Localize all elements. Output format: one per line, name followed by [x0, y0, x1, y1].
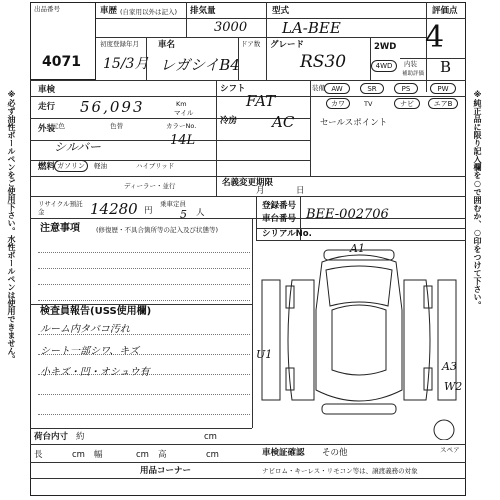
interior-divider	[400, 58, 466, 59]
interior-value: B	[440, 58, 452, 76]
mile-unit: マイル	[174, 109, 194, 117]
navi-note: ナビロム・キーレス・リモコン等は、譲渡義務の対象	[262, 467, 418, 475]
key-confirm-label: 車検証確認	[262, 448, 305, 458]
ac-label: 冷房	[220, 116, 238, 126]
header-divider-1	[96, 18, 466, 19]
spare-label: スペア	[440, 446, 460, 454]
equip-tv: TV	[364, 100, 373, 108]
recycle-label: リサイクル預託金	[38, 200, 83, 216]
score-label: 評価点	[432, 6, 458, 16]
height-unit: cm	[206, 450, 219, 460]
recycle-value: 14280	[90, 200, 138, 218]
cargo-length-unit: cm	[204, 432, 217, 442]
owner-change-month: 月	[256, 186, 265, 196]
hdr-v7	[370, 37, 371, 80]
inspector-line-2: シート一部シワ、キズ	[40, 346, 139, 357]
spec-row-6	[30, 196, 466, 197]
shift-value: FAT	[246, 92, 276, 110]
car-name-label: 車名	[158, 40, 176, 50]
car-left-side	[288, 280, 314, 400]
color-no-value: 14L	[170, 133, 196, 148]
damage-mark-w2: W2	[444, 380, 463, 393]
frame-label: 車台番号	[262, 214, 297, 224]
equip-navi: ナビ	[394, 98, 420, 109]
width-label: 幅	[94, 450, 103, 460]
drive-2wd: 2WD	[374, 42, 397, 52]
doors-label: ドア数	[241, 40, 261, 48]
fuel-gasoline: ガソリン	[54, 160, 88, 172]
spec-row-2	[30, 118, 310, 119]
fuel-diesel: 軽油	[94, 162, 107, 170]
insp-line-4	[38, 394, 250, 395]
car-body-outline	[316, 255, 402, 401]
seats-unit: 人	[196, 208, 205, 218]
equip-leather: カワ	[326, 98, 350, 109]
color-no-label: カラーNo.	[166, 122, 197, 130]
model-year-label: 車歴	[100, 6, 118, 16]
serial-value: BEE-002706	[306, 207, 389, 222]
owner-change-label: 名義変更期限	[222, 178, 274, 188]
cargo-approx: 約	[76, 432, 85, 442]
width-unit: cm	[136, 450, 149, 460]
seats-value: 5	[180, 208, 187, 221]
mileage-value: 56,093	[80, 98, 145, 116]
recycle-unit: 円	[144, 206, 153, 216]
left-side-note: ※必ず油性ボールペンをご使用下さい。水性ボールペンは使用できません。	[7, 90, 16, 363]
cargo-label: 荷台内寸	[34, 432, 69, 442]
footer-top	[30, 428, 252, 429]
notes-title: 注意事項	[40, 223, 80, 234]
notes-line-3	[38, 284, 250, 285]
other-label: その他	[322, 448, 348, 458]
owner-change-day: 日	[296, 186, 305, 196]
damage-mark-a3: A3	[442, 360, 457, 373]
equip-airbag: エアB	[428, 98, 458, 109]
equip-pw: PW	[430, 83, 456, 94]
notes-subtitle: (修復歴・不具合箇所等の記入及び状態等)	[96, 226, 219, 234]
inspector-line-3: 小キズ・凹・オシュウ有	[40, 367, 150, 378]
damage-mark-a1: A1	[350, 242, 365, 255]
spec-v-mid	[216, 80, 217, 196]
right-side-note: ※純正品に限り記入欄を○で囲むか、○印をつけて下さい。	[473, 90, 482, 309]
hdr-v2	[266, 2, 267, 37]
reg-no-label: 登録番号	[262, 201, 297, 211]
footer-low	[30, 462, 466, 463]
displacement-value: 3000	[214, 20, 248, 35]
car-name-value: レガシイB4	[160, 56, 240, 74]
first-reg-label: 初度登録年月	[100, 40, 139, 48]
length-label: 長	[34, 450, 43, 460]
vehicle-inspection-label: 車検	[38, 85, 56, 95]
mileage-label: 走行	[38, 102, 56, 112]
spare-tire	[434, 420, 454, 440]
lot-number: 4071	[42, 54, 81, 70]
lot-label: 出品番号	[34, 5, 60, 13]
interior-label: 内装	[404, 60, 417, 68]
damage-mark-u1: U1	[256, 348, 273, 361]
reg-v	[256, 196, 257, 240]
car-diagram	[252, 240, 466, 440]
height-label: 高	[158, 450, 167, 460]
score-value: 4	[425, 20, 445, 55]
car-right-side	[404, 280, 430, 400]
inspector-top	[30, 304, 252, 305]
inspector-title: 検査員報告(USS使用欄)	[40, 306, 152, 317]
drive-4wd: 4WD	[371, 60, 397, 72]
serial-label: シリアルNo.	[262, 229, 312, 239]
first-reg-value: 15/3月	[103, 56, 149, 72]
interior-vline	[426, 58, 427, 80]
notes-line-1	[38, 252, 250, 253]
ac-value: AC	[272, 113, 295, 131]
dealer-label: ディーラー・並行	[124, 182, 176, 190]
shift-label: シフト	[220, 84, 246, 94]
hdr-v4	[146, 37, 147, 80]
notes-line-2	[38, 268, 250, 269]
model-year-note: (自家用以外は記入)	[120, 8, 178, 16]
ext-label: 外装	[38, 124, 56, 134]
car-rear-bumper	[322, 404, 396, 414]
hdr-v1	[186, 2, 187, 37]
color-change-label: 色替	[110, 122, 123, 130]
type-value: LA-BEE	[282, 19, 341, 37]
outer-left	[262, 280, 280, 400]
fuel-label: 燃料	[38, 162, 56, 172]
equip-sr: SR	[360, 83, 384, 94]
spec-row-5	[30, 176, 466, 177]
interior-sub: 補助評価	[402, 71, 425, 77]
equipment-label: 装備	[312, 84, 325, 92]
equip-aw: AW	[324, 83, 350, 94]
orig-color-label: 元色	[52, 122, 65, 130]
corner-label: 用品コーナー	[140, 466, 192, 476]
footer-mid	[30, 444, 466, 445]
grade-label: グレード	[270, 40, 305, 50]
header-divider-3	[30, 80, 466, 81]
car-roof-outline	[332, 305, 386, 375]
spec-row-7	[30, 218, 466, 219]
type-label: 型式	[272, 6, 290, 16]
inspector-line-1: ルーム内タバコ汚れ	[40, 324, 130, 335]
car-hood-outline	[326, 266, 392, 306]
hdr-v6	[266, 37, 267, 80]
footer-bottom	[30, 478, 466, 479]
hdr-v5	[238, 37, 239, 80]
equip-ps: PS	[394, 83, 418, 94]
sales-point-label: セールスポイント	[320, 118, 388, 128]
fuel-hybrid: ハイブリッド	[136, 162, 175, 170]
orig-color-value: シルバー	[54, 140, 101, 154]
insp-line-5	[38, 414, 250, 415]
seats-label: 乗車定員	[160, 200, 186, 208]
displacement-label: 排気量	[190, 6, 216, 16]
notes-line-4	[38, 300, 250, 301]
spec-v-right	[310, 80, 311, 176]
length-unit: cm	[72, 450, 85, 460]
km-unit: Km	[176, 100, 187, 108]
grade-value: RS30	[300, 52, 347, 72]
